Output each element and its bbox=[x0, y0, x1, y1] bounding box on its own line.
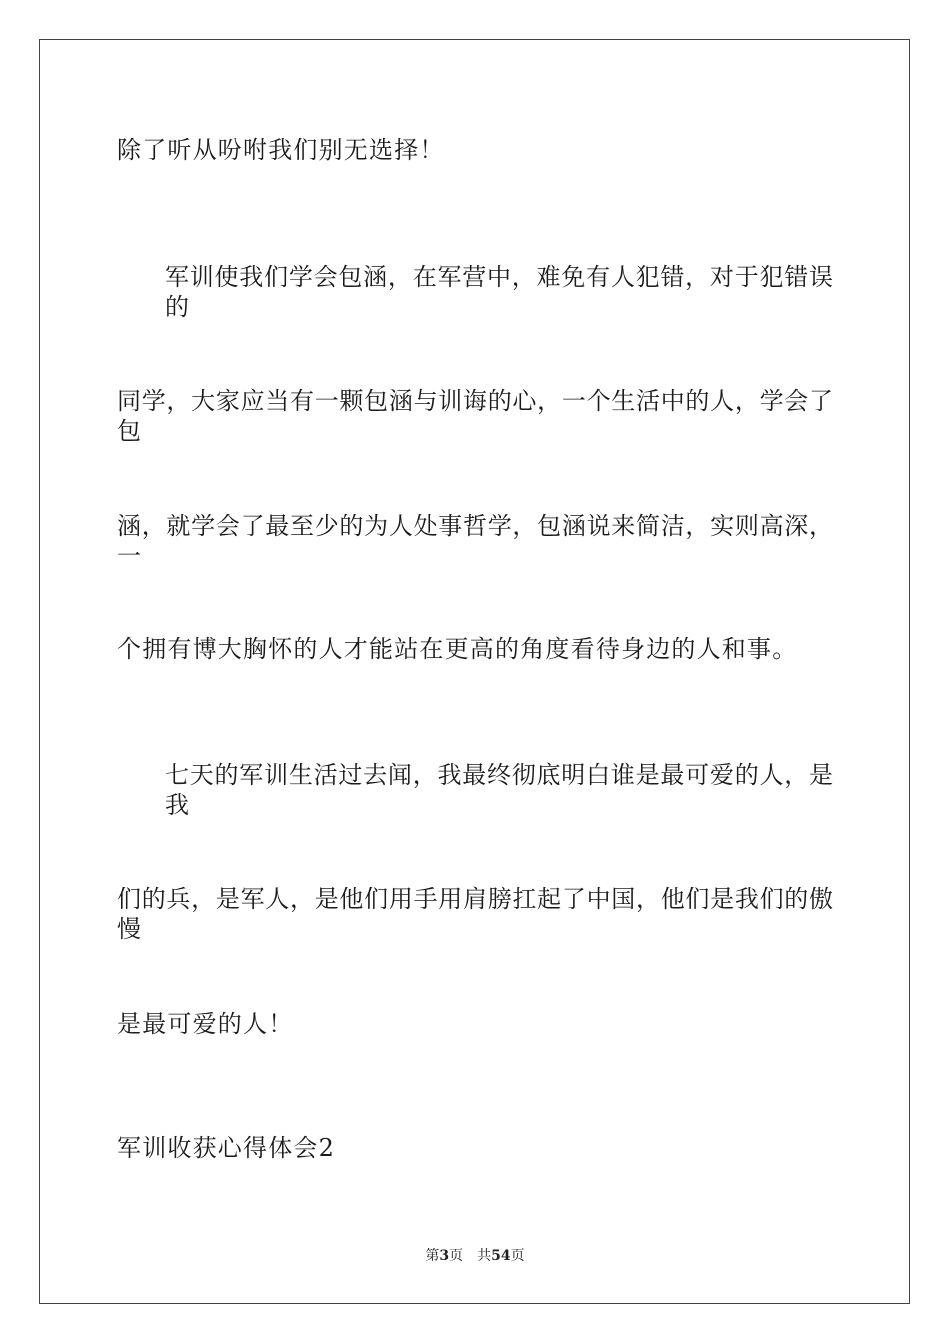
paragraph-line: 军训使我们学会包涵，在军营中，难免有人犯错，对于犯错误的 bbox=[165, 263, 833, 321]
total-pages: 54 bbox=[491, 1248, 511, 1264]
page-prefix: 第 bbox=[425, 1248, 440, 1264]
section-heading: 军训收获心得体会2 bbox=[117, 1134, 336, 1162]
paragraph-line: 们的兵，是军人，是他们用手用肩膀扛起了中国，他们是我们的傲慢 bbox=[117, 885, 833, 943]
total-suffix: 页 bbox=[510, 1248, 525, 1264]
paragraph-line: 个拥有博大胸怀的人才能站在更高的角度看待身边的人和事。 bbox=[117, 635, 798, 663]
page-suffix: 页 bbox=[449, 1248, 464, 1264]
page-number: 3 bbox=[439, 1248, 450, 1264]
page-border bbox=[39, 39, 910, 1304]
paragraph-line: 是最可爱的人！ bbox=[117, 1010, 294, 1038]
paragraph-line: 七天的军训生活过去闻，我最终彻底明白谁是最可爱的人，是我 bbox=[165, 761, 833, 819]
page-footer bbox=[0, 1247, 950, 1265]
paragraph-line: 涵，就学会了最至少的为人处事哲学，包涵说来简洁，实则高深，一 bbox=[117, 512, 833, 570]
paragraph-line: 除了听从吩咐我们别无选择！ bbox=[117, 136, 445, 164]
total-prefix: 共 bbox=[477, 1248, 492, 1264]
paragraph-line: 同学，大家应当有一颗包涵与训诲的心，一个生活中的人，学会了包 bbox=[117, 387, 833, 445]
